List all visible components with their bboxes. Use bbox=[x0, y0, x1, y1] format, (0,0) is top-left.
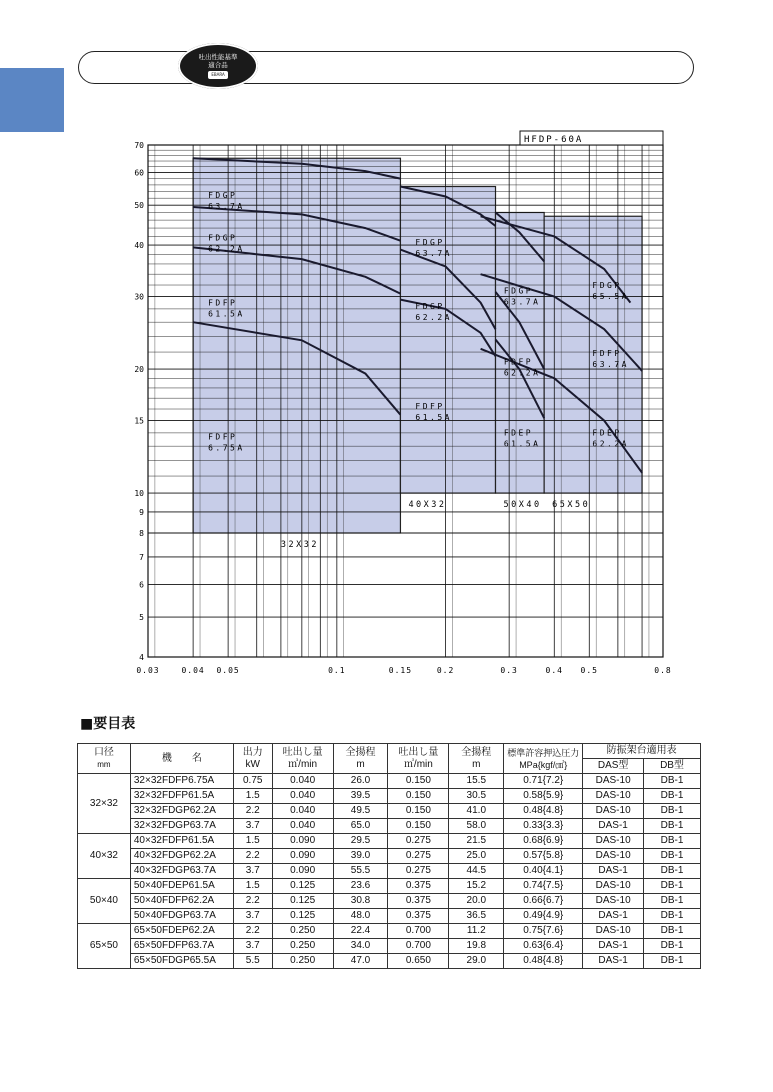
head2-cell: 25.0 bbox=[449, 849, 504, 864]
x-tick-label: 0.04 bbox=[181, 666, 205, 675]
pressure-cell: 0.68{6.9} bbox=[504, 834, 583, 849]
curve-label-line2: 62.2A bbox=[592, 439, 629, 449]
y-tick-label: 4 bbox=[139, 653, 144, 662]
das-cell: DAS-1 bbox=[583, 954, 644, 969]
y-tick-label: 40 bbox=[134, 241, 144, 251]
y-tick-label: 30 bbox=[134, 292, 144, 302]
pressure-cell: 0.58{5.9} bbox=[504, 789, 583, 804]
power-cell: 1.5 bbox=[233, 879, 272, 894]
col-power: 出力 kW bbox=[233, 744, 272, 774]
das-cell: DAS-10 bbox=[583, 774, 644, 789]
table-row bbox=[78, 909, 701, 924]
curve-label-line1: FDGP bbox=[415, 238, 445, 248]
curve-label-line1: FDGP bbox=[208, 191, 238, 201]
region-label-65X50: 65X50 bbox=[552, 500, 591, 511]
flow2-cell: 0.275 bbox=[388, 849, 449, 864]
head2-cell: 19.8 bbox=[449, 939, 504, 954]
model-cell: 50×40FDGP63.7A bbox=[130, 909, 233, 924]
curve-label-line1: FDFP bbox=[208, 432, 238, 442]
db-cell: DB-1 bbox=[644, 954, 701, 969]
model-cell: 40×32FDGP62.2A bbox=[130, 849, 233, 864]
x-tick-label: 0.5 bbox=[580, 666, 599, 675]
table-row bbox=[78, 819, 701, 834]
curve-label-line1: FDGP bbox=[415, 301, 445, 311]
db-cell: DB-1 bbox=[644, 834, 701, 849]
table-row bbox=[78, 879, 701, 894]
table-row bbox=[78, 804, 701, 819]
col-rack: 防振架台適用表 bbox=[583, 744, 701, 759]
power-cell: 3.7 bbox=[233, 909, 272, 924]
head1-cell: 65.0 bbox=[333, 819, 388, 834]
x-tick-label: 0.4 bbox=[545, 666, 564, 675]
bore-cell: 65×50 bbox=[78, 924, 131, 969]
curve-label-line1: FDGP bbox=[208, 233, 238, 243]
col-bore: 口径 mm bbox=[78, 744, 131, 774]
flow1-cell: 0.040 bbox=[272, 789, 333, 804]
power-cell: 3.7 bbox=[233, 819, 272, 834]
flow1-cell: 0.250 bbox=[272, 939, 333, 954]
col-flow2: 吐出し量 ㎥/min bbox=[388, 744, 449, 774]
badge-line1: 吐出性能基準 bbox=[198, 53, 238, 61]
table-row bbox=[78, 789, 701, 804]
flow1-cell: 0.125 bbox=[272, 879, 333, 894]
curve-label-line1: FDEP bbox=[592, 428, 622, 438]
pressure-cell: 0.33{3.3} bbox=[504, 819, 583, 834]
head2-cell: 30.5 bbox=[449, 789, 504, 804]
model-cell: 32×32FDGP63.7A bbox=[130, 819, 233, 834]
power-cell: 3.7 bbox=[233, 864, 272, 879]
flow1-cell: 0.125 bbox=[272, 909, 333, 924]
col-db: DB型 bbox=[644, 759, 701, 774]
x-tick-label: 0.3 bbox=[500, 666, 518, 675]
power-cell: 0.75 bbox=[233, 774, 272, 789]
col-flow1: 吐出し量 ㎥/min bbox=[272, 744, 333, 774]
das-cell: DAS-10 bbox=[583, 879, 644, 894]
curve-label-line1: FDFP bbox=[592, 349, 622, 359]
head2-cell: 58.0 bbox=[449, 819, 504, 834]
x-tick-label: 0.2 bbox=[436, 666, 455, 675]
pressure-cell: 0.63{6.4} bbox=[504, 939, 583, 954]
head2-cell: 15.5 bbox=[449, 774, 504, 789]
head2-cell: 11.2 bbox=[449, 924, 504, 939]
db-cell: DB-1 bbox=[644, 894, 701, 909]
db-cell: DB-1 bbox=[644, 939, 701, 954]
model-cell: 65×50FDFP63.7A bbox=[130, 939, 233, 954]
col-head2: 全揚程 m bbox=[449, 744, 504, 774]
das-cell: DAS-10 bbox=[583, 804, 644, 819]
y-tick-label: 15 bbox=[134, 416, 144, 426]
curve-label-line2: 63.7A bbox=[592, 360, 629, 370]
head1-cell: 49.5 bbox=[333, 804, 388, 819]
curve-label-line2: 6.75A bbox=[208, 443, 245, 453]
das-cell: DAS-1 bbox=[583, 939, 644, 954]
pressure-cell: 0.40{4.1} bbox=[504, 864, 583, 879]
x-tick-label: 0.15 bbox=[388, 666, 413, 675]
db-cell: DB-1 bbox=[644, 789, 701, 804]
head1-cell: 55.5 bbox=[333, 864, 388, 879]
flow1-cell: 0.125 bbox=[272, 894, 333, 909]
y-tick-label: 5 bbox=[139, 613, 144, 623]
flow2-cell: 0.150 bbox=[388, 819, 449, 834]
db-cell: DB-1 bbox=[644, 804, 701, 819]
section-title: ■要目表 bbox=[80, 716, 136, 732]
flow2-cell: 0.275 bbox=[388, 864, 449, 879]
power-cell: 2.2 bbox=[233, 894, 272, 909]
y-tick-label: 20 bbox=[134, 365, 144, 375]
db-cell: DB-1 bbox=[644, 774, 701, 789]
x-tick-label: 0.8 bbox=[654, 666, 672, 675]
curve-label-line2: 61.5A bbox=[415, 413, 452, 423]
flow2-cell: 0.700 bbox=[388, 939, 449, 954]
head1-cell: 29.5 bbox=[333, 834, 388, 849]
head1-cell: 22.4 bbox=[333, 924, 388, 939]
region-label-50X40: 50X40 bbox=[503, 500, 542, 511]
badge-logo: EBARA bbox=[208, 71, 227, 79]
pressure-cell: 0.49{4.9} bbox=[504, 909, 583, 924]
y-tick-label: 6 bbox=[139, 580, 144, 590]
model-cell: 65×50FDGP65.5A bbox=[130, 954, 233, 969]
curve-label-line1: FDEP bbox=[503, 428, 534, 438]
curve-label-line2: 63.7A bbox=[415, 249, 452, 259]
model-cell: 32×32FDGP62.2A bbox=[130, 804, 233, 819]
model-cell: 40×32FDFP61.5A bbox=[130, 834, 233, 849]
table-row bbox=[78, 774, 701, 789]
db-cell: DB-1 bbox=[644, 849, 701, 864]
flow1-cell: 0.040 bbox=[272, 774, 333, 789]
power-cell: 2.2 bbox=[233, 849, 272, 864]
curve-label-line2: 62.2A bbox=[208, 244, 245, 254]
das-cell: DAS-10 bbox=[583, 894, 644, 909]
head1-cell: 48.0 bbox=[333, 909, 388, 924]
flow2-cell: 0.700 bbox=[388, 924, 449, 939]
x-tick-label: 0.05 bbox=[216, 666, 240, 675]
model-cell: 32×32FDFP6.75A bbox=[130, 774, 233, 789]
das-cell: DAS-10 bbox=[583, 924, 644, 939]
pressure-cell: 0.57{5.8} bbox=[504, 849, 583, 864]
curve-label-line2: 61.5A bbox=[208, 309, 245, 319]
y-tick-label: 10 bbox=[134, 489, 144, 499]
region-label-32X32: 32X32 bbox=[280, 539, 319, 550]
flow1-cell: 0.040 bbox=[272, 804, 333, 819]
das-cell: DAS-10 bbox=[583, 834, 644, 849]
table-row bbox=[78, 834, 701, 849]
das-cell: DAS-1 bbox=[583, 864, 644, 879]
power-cell: 2.2 bbox=[233, 804, 272, 819]
head1-cell: 26.0 bbox=[333, 774, 388, 789]
curve-label-line2: 63.7A bbox=[208, 202, 245, 212]
flow2-cell: 0.150 bbox=[388, 789, 449, 804]
region-40X32 bbox=[400, 187, 495, 494]
head2-cell: 36.5 bbox=[449, 909, 504, 924]
flow2-cell: 0.650 bbox=[388, 954, 449, 969]
pressure-cell: 0.71{7.2} bbox=[504, 774, 583, 789]
head1-cell: 39.5 bbox=[333, 789, 388, 804]
pressure-cell: 0.75{7.6} bbox=[504, 924, 583, 939]
model-cell: 50×40FDEP61.5A bbox=[130, 879, 233, 894]
table-row bbox=[78, 954, 701, 969]
model-cell: 32×32FDFP61.5A bbox=[130, 789, 233, 804]
flow2-cell: 0.150 bbox=[388, 804, 449, 819]
power-cell: 5.5 bbox=[233, 954, 272, 969]
head2-cell: 41.0 bbox=[449, 804, 504, 819]
y-tick-label: 50 bbox=[134, 201, 144, 211]
region-label-40X32: 40X32 bbox=[408, 500, 447, 511]
flow2-cell: 0.375 bbox=[388, 909, 449, 924]
model-cell: 50×40FDFP62.2A bbox=[130, 894, 233, 909]
flow1-cell: 0.250 bbox=[272, 924, 333, 939]
curve-label-line1: FDGP bbox=[592, 280, 622, 290]
head2-cell: 29.0 bbox=[449, 954, 504, 969]
head2-cell: 44.5 bbox=[449, 864, 504, 879]
das-cell: DAS-1 bbox=[583, 819, 644, 834]
pressure-cell: 0.66{6.7} bbox=[504, 894, 583, 909]
bore-cell: 40×32 bbox=[78, 834, 131, 879]
power-cell: 3.7 bbox=[233, 939, 272, 954]
power-cell: 2.2 bbox=[233, 924, 272, 939]
flow2-cell: 0.375 bbox=[388, 879, 449, 894]
chart-title: HFDP-60A bbox=[524, 135, 584, 145]
head1-cell: 39.0 bbox=[333, 849, 388, 864]
x-tick-label: 0.03 bbox=[136, 666, 160, 675]
badge-line2: 適合品 bbox=[208, 61, 228, 69]
db-cell: DB-1 bbox=[644, 879, 701, 894]
x-tick-label: 0.1 bbox=[328, 666, 346, 675]
bore-cell: 50×40 bbox=[78, 879, 131, 924]
table-row bbox=[78, 894, 701, 909]
head2-cell: 20.0 bbox=[449, 894, 504, 909]
flow2-cell: 0.275 bbox=[388, 834, 449, 849]
col-model: 機 名 bbox=[130, 744, 233, 774]
das-cell: DAS-10 bbox=[583, 789, 644, 804]
das-cell: DAS-10 bbox=[583, 849, 644, 864]
model-cell: 65×50FDEP62.2A bbox=[130, 924, 233, 939]
table-row bbox=[78, 939, 701, 954]
bore-cell: 32×32 bbox=[78, 774, 131, 834]
flow1-cell: 0.250 bbox=[272, 954, 333, 969]
head1-cell: 30.8 bbox=[333, 894, 388, 909]
pressure-cell: 0.74{7.5} bbox=[504, 879, 583, 894]
db-cell: DB-1 bbox=[644, 909, 701, 924]
curve-label-line1: FDFP bbox=[208, 298, 238, 308]
col-das: DAS型 bbox=[583, 759, 644, 774]
power-cell: 1.5 bbox=[233, 789, 272, 804]
curve-label-line2: 65.5A bbox=[592, 291, 629, 301]
curve-label-line2: 63.7A bbox=[503, 297, 541, 307]
db-cell: DB-1 bbox=[644, 864, 701, 879]
head1-cell: 34.0 bbox=[333, 939, 388, 954]
head2-cell: 21.5 bbox=[449, 834, 504, 849]
curve-label-line2: 61.5A bbox=[503, 439, 541, 449]
y-tick-label: 8 bbox=[139, 529, 144, 539]
chart-title-box bbox=[520, 131, 663, 145]
model-cell: 40×32FDGP63.7A bbox=[130, 864, 233, 879]
power-cell: 1.5 bbox=[233, 834, 272, 849]
head1-cell: 23.6 bbox=[333, 879, 388, 894]
curve-label-line2: 62.2A bbox=[503, 368, 541, 378]
das-cell: DAS-1 bbox=[583, 909, 644, 924]
flow2-cell: 0.150 bbox=[388, 774, 449, 789]
table-row bbox=[78, 864, 701, 879]
col-head1: 全揚程 m bbox=[333, 744, 388, 774]
flow1-cell: 0.090 bbox=[272, 864, 333, 879]
y-tick-label: 7 bbox=[139, 552, 144, 562]
table-row bbox=[78, 849, 701, 864]
db-cell: DB-1 bbox=[644, 924, 701, 939]
flow2-cell: 0.375 bbox=[388, 894, 449, 909]
head1-cell: 47.0 bbox=[333, 954, 388, 969]
region-50X40 bbox=[496, 212, 545, 493]
y-tick-label: 70 bbox=[134, 141, 144, 150]
col-pressure: 標準許容押込圧力 MPa{kgf/㎠} bbox=[504, 744, 583, 774]
y-tick-label: 60 bbox=[134, 168, 144, 178]
pressure-cell: 0.48{4.8} bbox=[504, 954, 583, 969]
spec-table bbox=[77, 743, 701, 969]
flow1-cell: 0.090 bbox=[272, 849, 333, 864]
curve-label-line1: FDFP bbox=[415, 402, 445, 412]
flow1-cell: 0.040 bbox=[272, 819, 333, 834]
table-row bbox=[78, 924, 701, 939]
flow1-cell: 0.090 bbox=[272, 834, 333, 849]
curve-label-line1: FDFP bbox=[503, 357, 534, 367]
curve-label-line2: 62.2A bbox=[415, 312, 452, 322]
db-cell: DB-1 bbox=[644, 819, 701, 834]
y-tick-label: 9 bbox=[139, 507, 144, 517]
pressure-cell: 0.48{4.8} bbox=[504, 804, 583, 819]
curve-label-line1: FDGP bbox=[503, 286, 534, 296]
head2-cell: 15.2 bbox=[449, 879, 504, 894]
